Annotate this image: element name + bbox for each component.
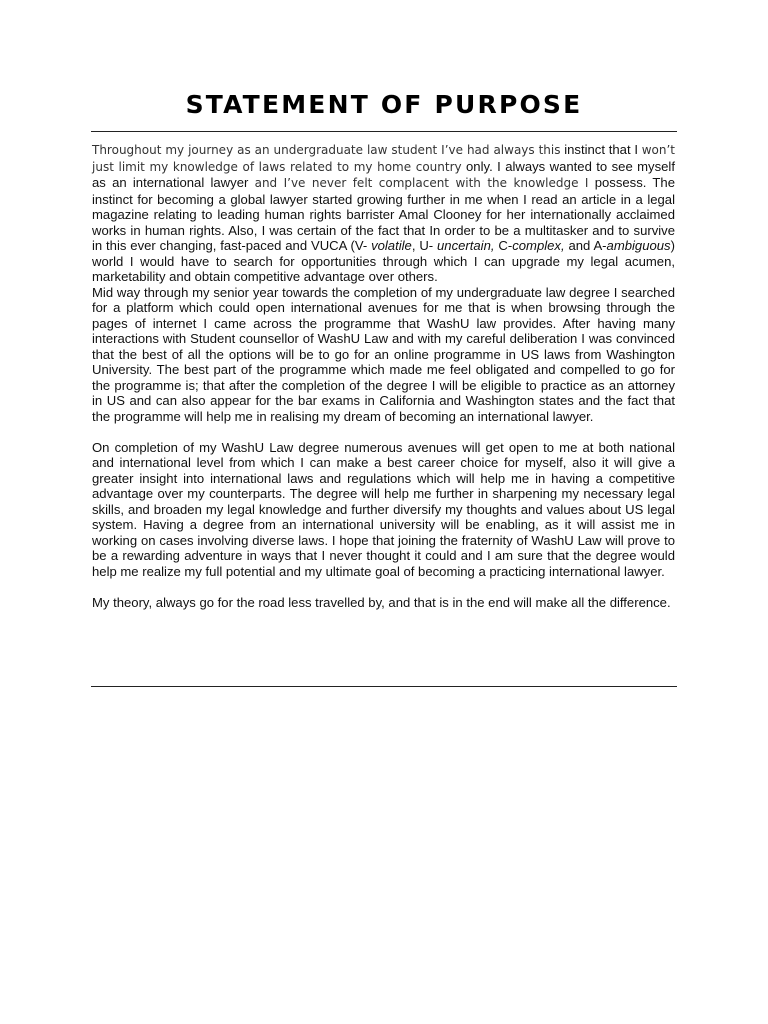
p1-light-c: and I’ve never felt complacent with the knowledge I: [254, 176, 589, 190]
top-divider: [91, 131, 677, 132]
vuca-sep-1: , U-: [411, 238, 434, 253]
paragraph-4: My theory, always go for the road less travelled by, and that is in the end will make all the difference.: [92, 594, 671, 610]
p1-normal-c: possess. The instinct for becoming a global lawyer started growing further in me when I read an article in a legal magazine relating to leading human rights barrister Amal Clooney for her internationally acclaimed works in human rights. Also, I was certain of the fact that In order to be a multitasker and to survive in this ever changing, fast-paced and VUCA (V-: [92, 175, 675, 253]
p1-normal-a: instinct that I: [560, 142, 642, 157]
paragraph-2: Mid way through my senior year towards the completion of my undergraduate law degree I searched for a platform which could open international avenues for me that is when browsing through the pages of internet I came across the programme that WashU law provides. After having many interactions with Student counsellor of WashU Law and with my careful deliberation I was convinced that the best of all the options will be to go for an online programme in US laws from Washington University. The best part of the programme which made me feel obligated and compelled to go for the programme is; that after the completion of the degree I will be eligible to practice as an attorney in US and can also appear for the bar exams in California and Washington states and the fact that the programme will help me in realising my dream of becoming an international lawyer.: [92, 284, 675, 424]
bottom-divider: [91, 686, 677, 687]
p1-normal-b: only. I always wanted to see myself as an international lawyer: [92, 158, 675, 190]
paragraph-3: On completion of my WashU Law degree numerous avenues will get open to me at both national and international level from which I can make a best career choice for myself, also it will give a greater insight into international laws and regulations which will help me in having a competitive advantage over my counterparts. The degree will help me further in sharpening my necessary legal skills, and broaden my legal knowledge and further diversify my thoughts and values about US legal system. Having a degree from an international university will be enabling, as it will assist me in working on cases involving diverse laws. I hope that joining the fraternity of WashU Law will prove to be a rewarding adventure in ways that I never thought it could and I am sure that the degree would help me realize my full potential and my ultimate goal of becoming a practicing international lawyer.: [92, 439, 675, 579]
vuca-complex: complex,: [512, 238, 565, 253]
p1-light-b: won’t just limit my knowledge of laws related to my home country: [92, 143, 676, 174]
p1-light-a: Throughout my journey as an undergraduate law student I’ve had always this: [92, 143, 561, 157]
vuca-volatile: volatile: [371, 238, 412, 253]
vuca-uncertain: uncertain,: [437, 238, 495, 253]
document-body: [92, 142, 675, 610]
page-title: STATEMENT OF PURPOSE: [185, 90, 583, 119]
vuca-ambiguous: ambiguous: [606, 238, 671, 253]
p1-normal-d: ) world I would have to search for opportunities through which I can upgrade my legal acumen, marketability and obtain competitive advantage over others.: [92, 238, 675, 284]
paragraph-spacer: [92, 579, 675, 595]
paragraph-1: [92, 142, 675, 285]
vuca-sep-2: C-: [494, 238, 513, 253]
paragraph-spacer: [92, 424, 675, 440]
vuca-sep-3: and A-: [564, 238, 607, 253]
